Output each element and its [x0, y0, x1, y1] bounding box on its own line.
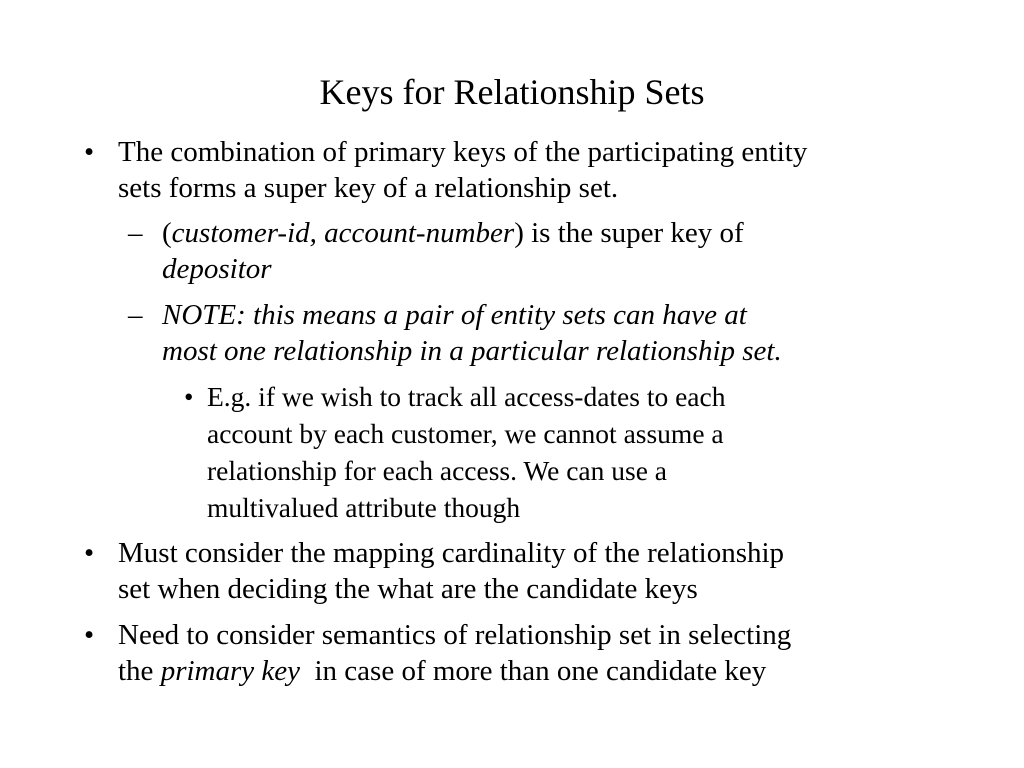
- item3-line1: Need to consider semantics of relationship set in selecting: [118, 619, 792, 651]
- sub1-line2: [162, 251, 272, 287]
- sub1-line1: [162, 215, 744, 251]
- subsub1-line2: account by each customer, we cannot assume a: [207, 418, 724, 449]
- bullet-marker: •: [184, 382, 194, 412]
- bullet-marker: •: [84, 136, 95, 168]
- bullet-marker: •: [84, 619, 95, 651]
- item3-line2-pre: the: [118, 655, 161, 687]
- item2-line2: set when deciding the what are the candidate keys: [118, 573, 698, 605]
- item3-primary-key: primary key: [160, 655, 300, 687]
- subsub1-line1: E.g. if we wish to track all access-dates to each: [207, 381, 726, 412]
- item3-line2: [118, 653, 766, 689]
- sub1-rest: ) is the super key of: [514, 217, 744, 249]
- sub2-line1-italic: NOTE: this means a pair of entity sets can have at: [162, 299, 747, 331]
- item1-line1: The combination of primary keys of the participating entity: [118, 136, 808, 168]
- dash-marker: –: [128, 217, 143, 249]
- sub2-line2: [162, 333, 782, 369]
- item3-line2-post: in case of more than one candidate key: [300, 655, 767, 687]
- bullet-marker: •: [84, 537, 95, 569]
- dash-marker: –: [128, 299, 143, 331]
- subsub1-line3: relationship for each access. We can use a: [207, 455, 667, 486]
- sub1-open-paren: (: [162, 217, 172, 249]
- item1-line2: sets forms a super key of a relationship set.: [118, 172, 619, 204]
- sub2-line1: [162, 297, 747, 333]
- slide-title: Keys for Relationship Sets: [319, 72, 705, 112]
- item2-line1: Must consider the mapping cardinality of the relationship: [118, 537, 785, 569]
- sub2-line2-italic: most one relationship in a particular relationship set.: [162, 335, 782, 367]
- sub1-depositor: depositor: [162, 253, 272, 285]
- subsub1-line4: multivalued attribute though: [207, 492, 521, 523]
- sub1-key-italic: customer-id, account-number: [171, 217, 515, 249]
